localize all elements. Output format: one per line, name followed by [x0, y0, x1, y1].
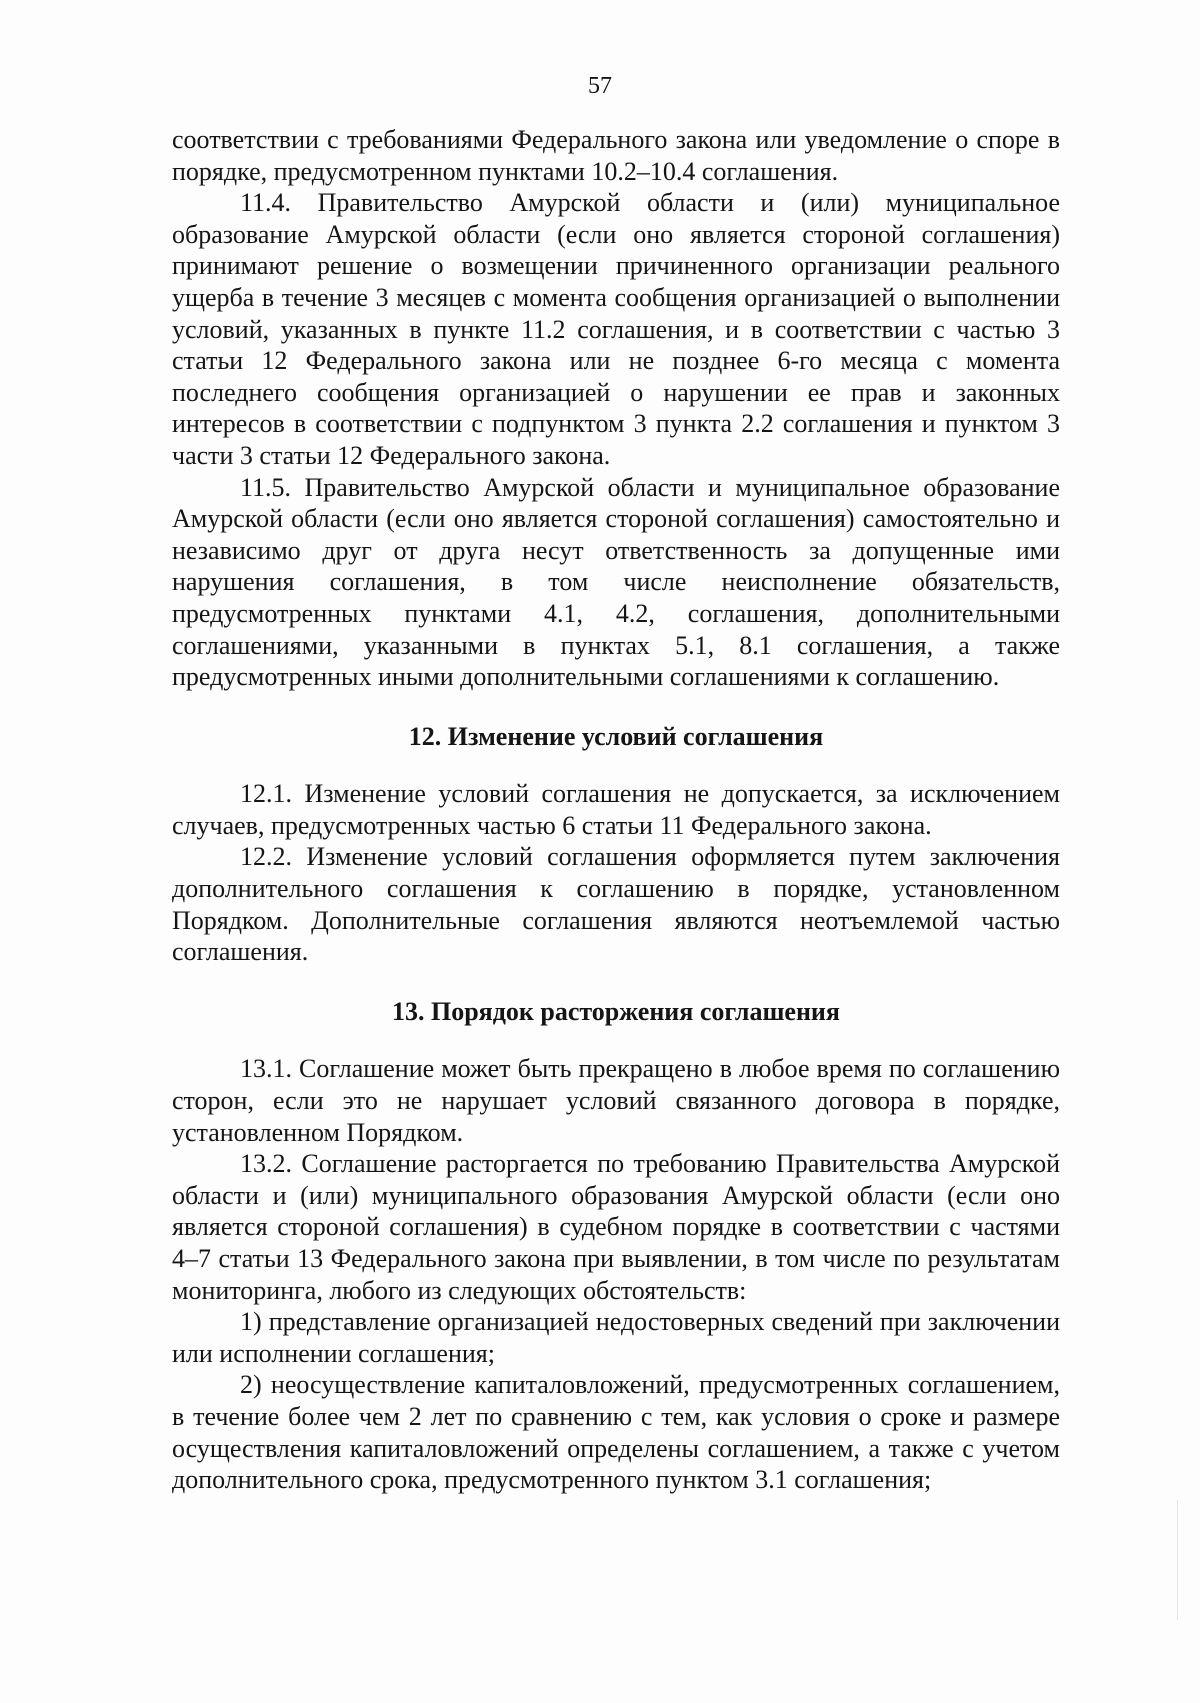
scan-edge-mark	[1177, 1500, 1178, 1620]
document-body	[172, 124, 1060, 1496]
list-item-1: 1) представление организацией недостоверных сведений при заключении или исполнении соглашения;	[172, 1307, 1060, 1368]
paragraph-continuation: соответствии с требованиями Федерального закона или уведомление о споре в порядке, предусмотренном пунктами 10.2–10.4 соглашения.	[172, 125, 1060, 186]
list-item-2: 2) неосуществление капиталовложений, предусмотренных соглашением, в течение более чем 2 лет по сравнению с тем, как условия о сроке и размере осуществления капиталовложений определены соглашением, а также с учетом дополнительного срока, предусмотренного пунктом 3.1 соглашения;	[172, 1370, 1060, 1495]
spacer	[172, 968, 1060, 996]
paragraph-12-1: 12.1. Изменение условий соглашения не допускается, за исключением случаев, предусмотренных частью 6 статьи 11 Федерального закона.	[172, 779, 1060, 840]
section-heading-13: 13. Порядок расторжения соглашения	[392, 996, 840, 1026]
paragraph-13-1: 13.1. Соглашение может быть прекращено в любое время по соглашению сторон, если это не нарушает условий связанного договора в порядке, установленном Порядком.	[172, 1054, 1060, 1147]
paragraph-12-2: 12.2. Изменение условий соглашения оформляется путем заключения дополнительного соглашения к соглашению в порядке, установленном Порядком. Дополнительные соглашения являются неотъемлемой частью соглашения.	[172, 842, 1060, 967]
spacer	[172, 693, 1060, 721]
spacer	[172, 752, 1060, 778]
spacer	[172, 1027, 1060, 1053]
paragraph-11-4: 11.4. Правительство Амурской области и (или) муниципальное образование Амурской области (если оно является стороной соглашения) принимают решение о возмещении причиненного организации реального ущерба в течение 3 месяцев с момента сообщения организацией о выполнении условий, указанных в пункте 11.2 соглашения, и в соответствии с частью 3 статьи 12 Федерального закона или не позднее 6-го месяца с момента последнего сообщения организацией о нарушении ее прав и законных интересов в соответствии с подпунктом 3 пункта 2.2 соглашения и пунктом 3 части 3 статьи 12 Федерального закона.	[172, 188, 1060, 470]
section-heading-12: 12. Изменение условий соглашения	[408, 721, 824, 751]
paragraph-11-5: 11.5. Правительство Амурской области и муниципальное образование Амурской области (если оно является стороной соглашения) самостоятельно и независимо друг от друга несут ответственность за допущенные ими нарушения соглашения, в том числе неисполнение обязательств, предусмотренных пунктами 4.1, 4.2, соглашения, дополнительными соглашениями, указанными в пунктах 5.1, 8.1 соглашения, а также предусмотренных иными дополнительными соглашениями к соглашению.	[172, 472, 1060, 692]
page-number: 57	[588, 73, 612, 99]
paragraph-13-2: 13.2. Соглашение расторгается по требованию Правительства Амурской области и (или) муниципального образования Амурской области (если оно является стороной соглашения) в судебном порядке в соответствии с частями 4–7 статьи 13 Федерального закона при выявлении, в том числе по результатам мониторинга, любого из следующих обстоятельств:	[172, 1149, 1060, 1305]
